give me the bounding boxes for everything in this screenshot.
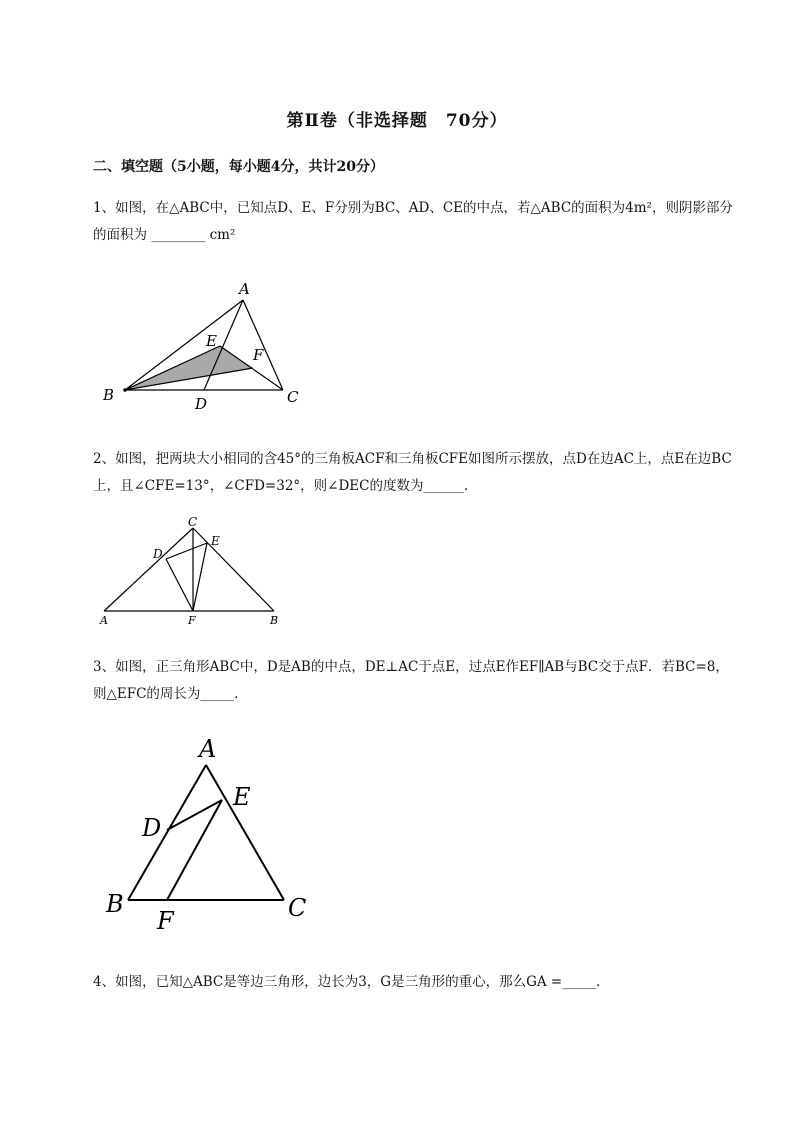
- segment-ef: [193, 543, 207, 611]
- segment-df: [166, 559, 193, 611]
- edge-ab: [128, 765, 206, 900]
- label-d: D: [142, 814, 162, 842]
- label-b: B: [106, 890, 124, 918]
- page-title: 第Ⅱ卷（非选择题 70分）: [286, 111, 508, 131]
- edge-bc: [193, 528, 274, 611]
- label-e: E: [233, 783, 251, 811]
- edge-ac: [104, 528, 193, 611]
- label-c: C: [287, 388, 299, 406]
- label-a: A: [199, 735, 217, 763]
- label-d: D: [195, 395, 208, 413]
- label-b: B: [270, 614, 279, 627]
- question-2-figure: [90, 512, 290, 630]
- question-1-figure: [95, 278, 335, 414]
- label-b: B: [103, 386, 115, 404]
- segment-de: [166, 543, 207, 559]
- question-2-text: 2、如图，把两块大小相同的含45°的三角板ACF和三角板CFE如图所示摆放，点D在边AC上，点E在边BC上，且∠CFE=13°，∠CFD=32°，则∠DEC的度数为______.: [93, 451, 732, 494]
- label-a: A: [100, 614, 108, 627]
- label-f: F: [253, 346, 264, 364]
- label-a: A: [239, 280, 250, 298]
- label-e: E: [206, 332, 217, 350]
- question-3-figure: [100, 730, 320, 940]
- question-1-text: 1、如图，在△ABC中，已知点D、E、F分别为BC、AD、CE的中点，若△ABC的面积为4m²，则阴影部分的面积为 ________ cm²: [93, 200, 733, 243]
- question-4-text: 4、如图，已知△ABC是等边三角形，边长为3，G是三角形的重心，那么GA =_____.: [93, 974, 601, 990]
- shaded-triangle: [125, 346, 253, 390]
- label-c: C: [288, 894, 307, 922]
- question-3-text: 3、如图，正三角形ABC中，D是AB的中点，DE⊥AC于点E，过点E作EF∥AB与BC交于点F．若BC=8，则△EFC的周长为_____.: [93, 659, 729, 702]
- label-e: E: [211, 534, 220, 548]
- label-f: F: [188, 614, 196, 627]
- section-heading: 二、填空题（5小题，每小题4分，共计20分）: [93, 159, 384, 175]
- label-f: F: [157, 907, 174, 935]
- label-c: C: [188, 515, 198, 529]
- label-d: D: [153, 547, 163, 561]
